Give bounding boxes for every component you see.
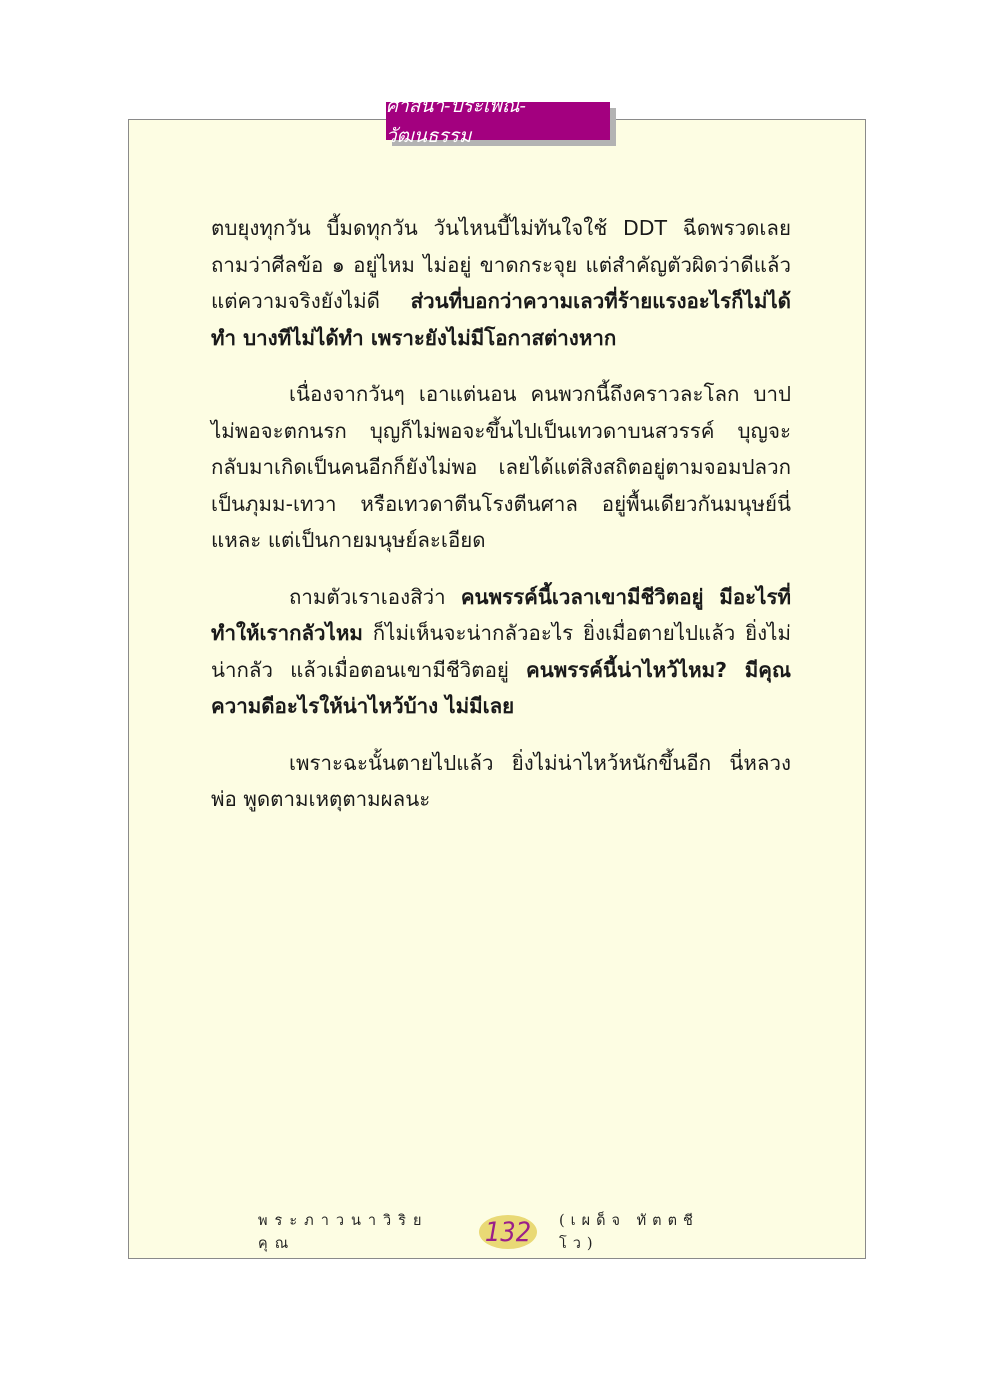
text-segment: ก็ไม่เห็นจะน่ากลัวอะไร ยิ่งเมื่อตายไปแล้ว ยิ่งไม่น่ากลัว แล้วเมื่อตอนเขามีชีวิตอยู่ [211,621,791,682]
body-text [211,210,791,838]
page-number-badge [479,1215,537,1249]
bold-segment: ส่วนที่บอกว่าความเลวที่ร้ายแรงอะไรก็ไม่ได้ทำ บางทีไม่ได้ทำ เพราะยังไม่มีโอกาสต่างหาก [211,289,791,350]
text-segment: ตบยุงทุกวัน บี้มดทุกวัน วันไหนบี้ไม่ทันใจใช้ DDT ฉีดพรวดเลย ถามว่าศีลข้อ ๑ อยู่ไหม ไม่อยู่ ขาดกระจุย แต่สำคัญตัวผิดว่าดีแล้ว แต่ความจริงยังไม่ดี [211,216,791,313]
footer-author: (เผด็จ ทัตตชีโว) [558,1213,699,1252]
page-footer [258,1212,738,1252]
bold-segment: คนพรรค์นี้น่าไหว้ไหม? มีคุณความดีอะไรให้น่าไหว้บ้าง ไม่มีเลย [211,657,791,718]
text-segment: ถามตัวเราเองสิว่า [289,584,461,609]
section-title: ศาสนา-ประเพณี-วัฒนธรรม [386,95,526,147]
paragraph-4 [211,745,791,818]
footer-book-title: พระภาวนาวิริยคุณ [258,1213,429,1252]
page-number: 132 [484,1216,532,1248]
bold-segment: คนพรรค์นี้เวลาเขามีชีวิตอยู่ มีอะไรที่ทำให้เรากลัวไหม [211,584,792,645]
paragraph-3 [211,579,791,725]
text-segment: เนื่องจากวันๆ เอาแต่นอน คนพวกนี้ถึงคราวละโลก บาปไม่พอจะตกนรก บุญก็ไม่พอจะขึ้นไปเป็นเทวดาบนสวรรค์ บุญจะกลับมาเกิดเป็นคนอีกก็ยังไม่พอ เลยได้แต่สิงสถิตอยู่ตามจอมปลวกเป็นภุมม-เทวา หรือเทวดาตีนโรงตีนศาล อยู่พื้นเดียวกันมนุษย์นี่แหละ แต่เป็นกายมนุษย์ละเอียด [211,382,791,552]
paragraph-1 [211,210,791,356]
text-segment: เพราะฉะนั้นตายไปแล้ว ยิ่งไม่น่าไหว้หนักขึ้นอีก นี่หลวงพ่อ พูดตามเหตุตามผลนะ [211,750,791,811]
section-header-tab [386,95,610,147]
paragraph-2 [211,376,791,559]
